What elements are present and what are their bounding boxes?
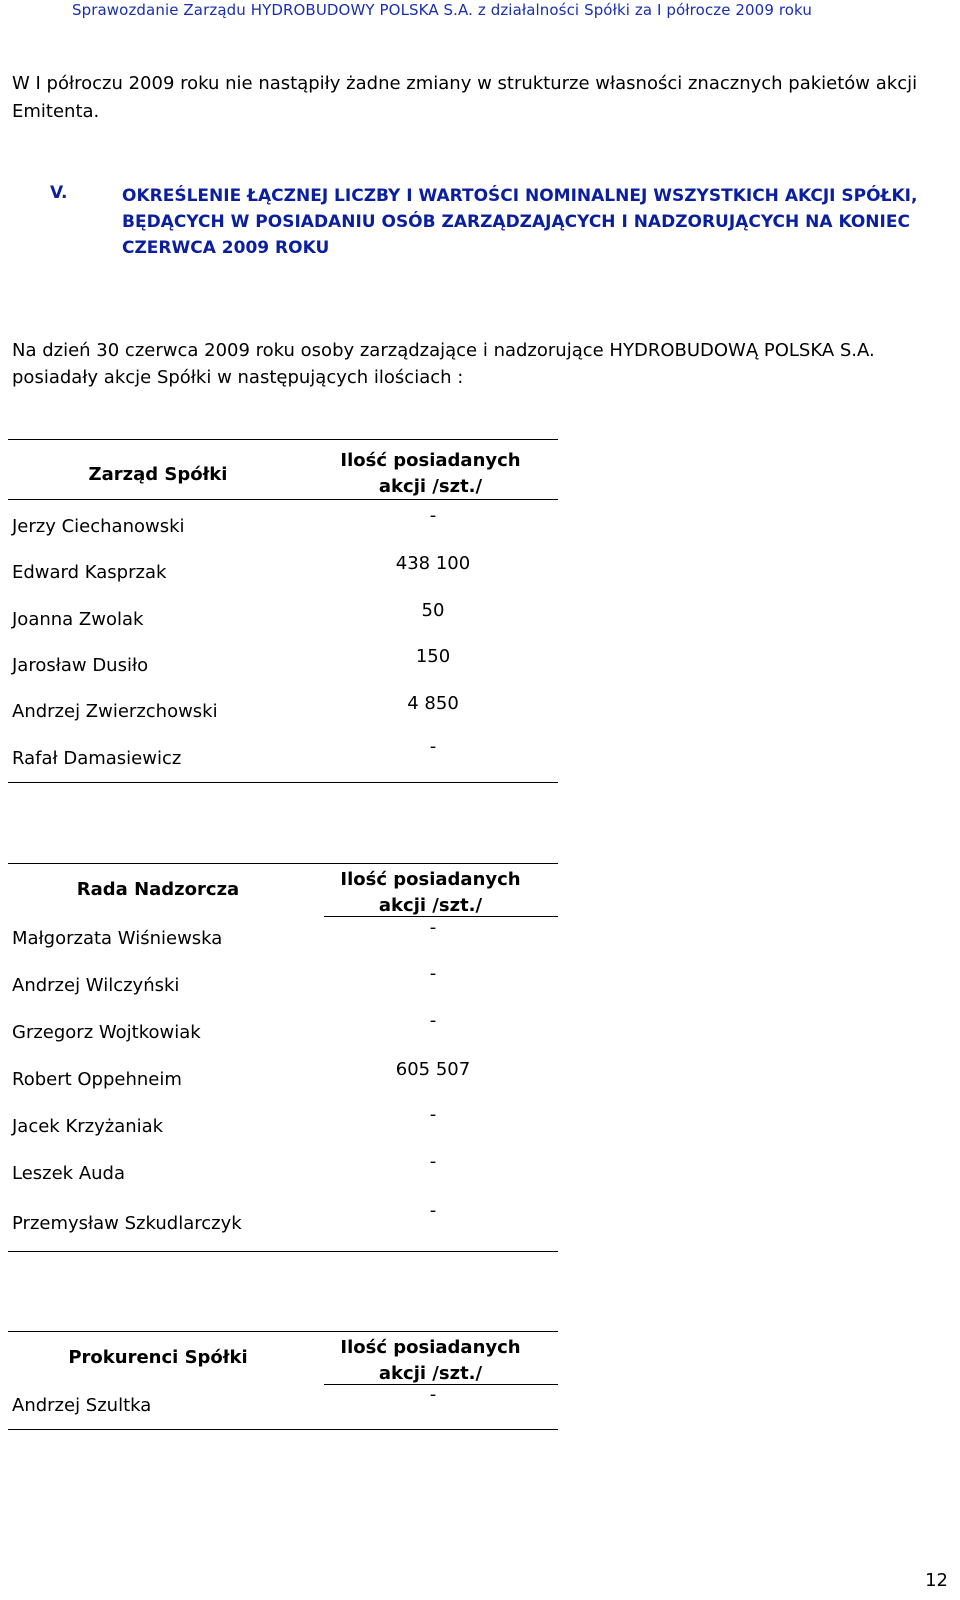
table-row-name: Leszek Auda [12, 1163, 126, 1184]
table-row-name: Andrzej Szultka [12, 1395, 152, 1416]
management-board-table [8, 439, 558, 784]
table-row-name: Andrzej Wilczyński [12, 975, 180, 996]
section-title: OKREŚLENIE ŁĄCZNEJ LICZBY I WARTOŚCI NOMINALNEJ WSZYSTKICH AKCJI SPÓŁKI, BĘDĄCYCH W POSIADANIU OSÓB ZARZĄDZAJĄCYCH I NADZORUJĄCYCH NA KONIEC CZERWCA 2009 ROKU [122, 186, 918, 258]
table-row-value: 4 850 [407, 693, 459, 714]
table-row-value: - [429, 1010, 437, 1031]
page-number: 12 [925, 1570, 948, 1591]
table-row-name: Jerzy Ciechanowski [12, 516, 185, 537]
table-row-name: Andrzej Zwierzchowski [12, 701, 218, 722]
table-top-rule [8, 863, 558, 864]
table-row-value: 150 [415, 646, 451, 667]
table-row-name: Jacek Krzyżaniak [12, 1116, 164, 1137]
table-bottom-rule [8, 1251, 558, 1252]
table-header-role: Zarząd Spółki [88, 464, 228, 485]
section-number: V. [50, 183, 68, 203]
table-row-name: Małgorzata Wiśniewska [12, 928, 223, 949]
table-bottom-rule [8, 782, 558, 783]
table-row-value: - [429, 1151, 437, 1172]
table-row-name: Jarosław Dusiło [12, 655, 149, 676]
table-row-name: Edward Kasprzak [12, 562, 167, 583]
table-row-value: - [429, 505, 437, 526]
table-row-value: - [429, 1104, 437, 1125]
table-row-name: Przemysław Szkudlarczyk [12, 1213, 242, 1234]
table-row-value: - [429, 1200, 437, 1221]
intro-paragraph: W I półroczu 2009 roku nie nastąpiły żadne zmiany w strukturze własności znacznych pakietów akcji Emitenta. [12, 73, 918, 122]
table-top-rule [8, 439, 558, 440]
table-row-value: - [429, 1384, 437, 1405]
table-row-value: 50 [421, 600, 445, 621]
table-row-value: - [429, 963, 437, 984]
table-header-shares: Ilość posiadanych akcji /szt./ [340, 450, 521, 497]
table-header-rule [8, 499, 558, 500]
table-row-value: - [429, 736, 437, 757]
proxies-table [8, 1331, 558, 1431]
table-header-shares: Ilość posiadanych akcji /szt./ [340, 1337, 521, 1384]
table-row-value: - [429, 917, 437, 938]
table-header-shares: Ilość posiadanych akcji /szt./ [340, 869, 521, 916]
supervisory-board-table [8, 863, 558, 1253]
table-top-rule [8, 1331, 558, 1332]
running-header [0, 0, 960, 22]
table-row-value: 438 100 [395, 553, 471, 574]
table-header-role: Prokurenci Spółki [68, 1347, 248, 1368]
table-row-value: 605 507 [395, 1059, 471, 1080]
table-row-name: Rafał Damasiewicz [12, 748, 182, 769]
running-header-title: Sprawozdanie Zarządu HYDROBUDOWY POLSKA S.A. z działalności Spółki za I półrocze 2009 roku [72, 1, 812, 19]
table-row-name: Robert Oppehneim [12, 1069, 182, 1090]
table-row-name: Joanna Zwolak [12, 609, 144, 630]
table-header-role: Rada Nadzorcza [76, 879, 240, 900]
table-bottom-rule [8, 1429, 558, 1430]
table-row-name: Grzegorz Wojtkowiak [12, 1022, 201, 1043]
lead-paragraph: Na dzień 30 czerwca 2009 roku osoby zarządzające i nadzorujące HYDROBUDOWĄ POLSKA S.A. posiadały akcje Spółki w następujących ilościach : [12, 340, 875, 388]
